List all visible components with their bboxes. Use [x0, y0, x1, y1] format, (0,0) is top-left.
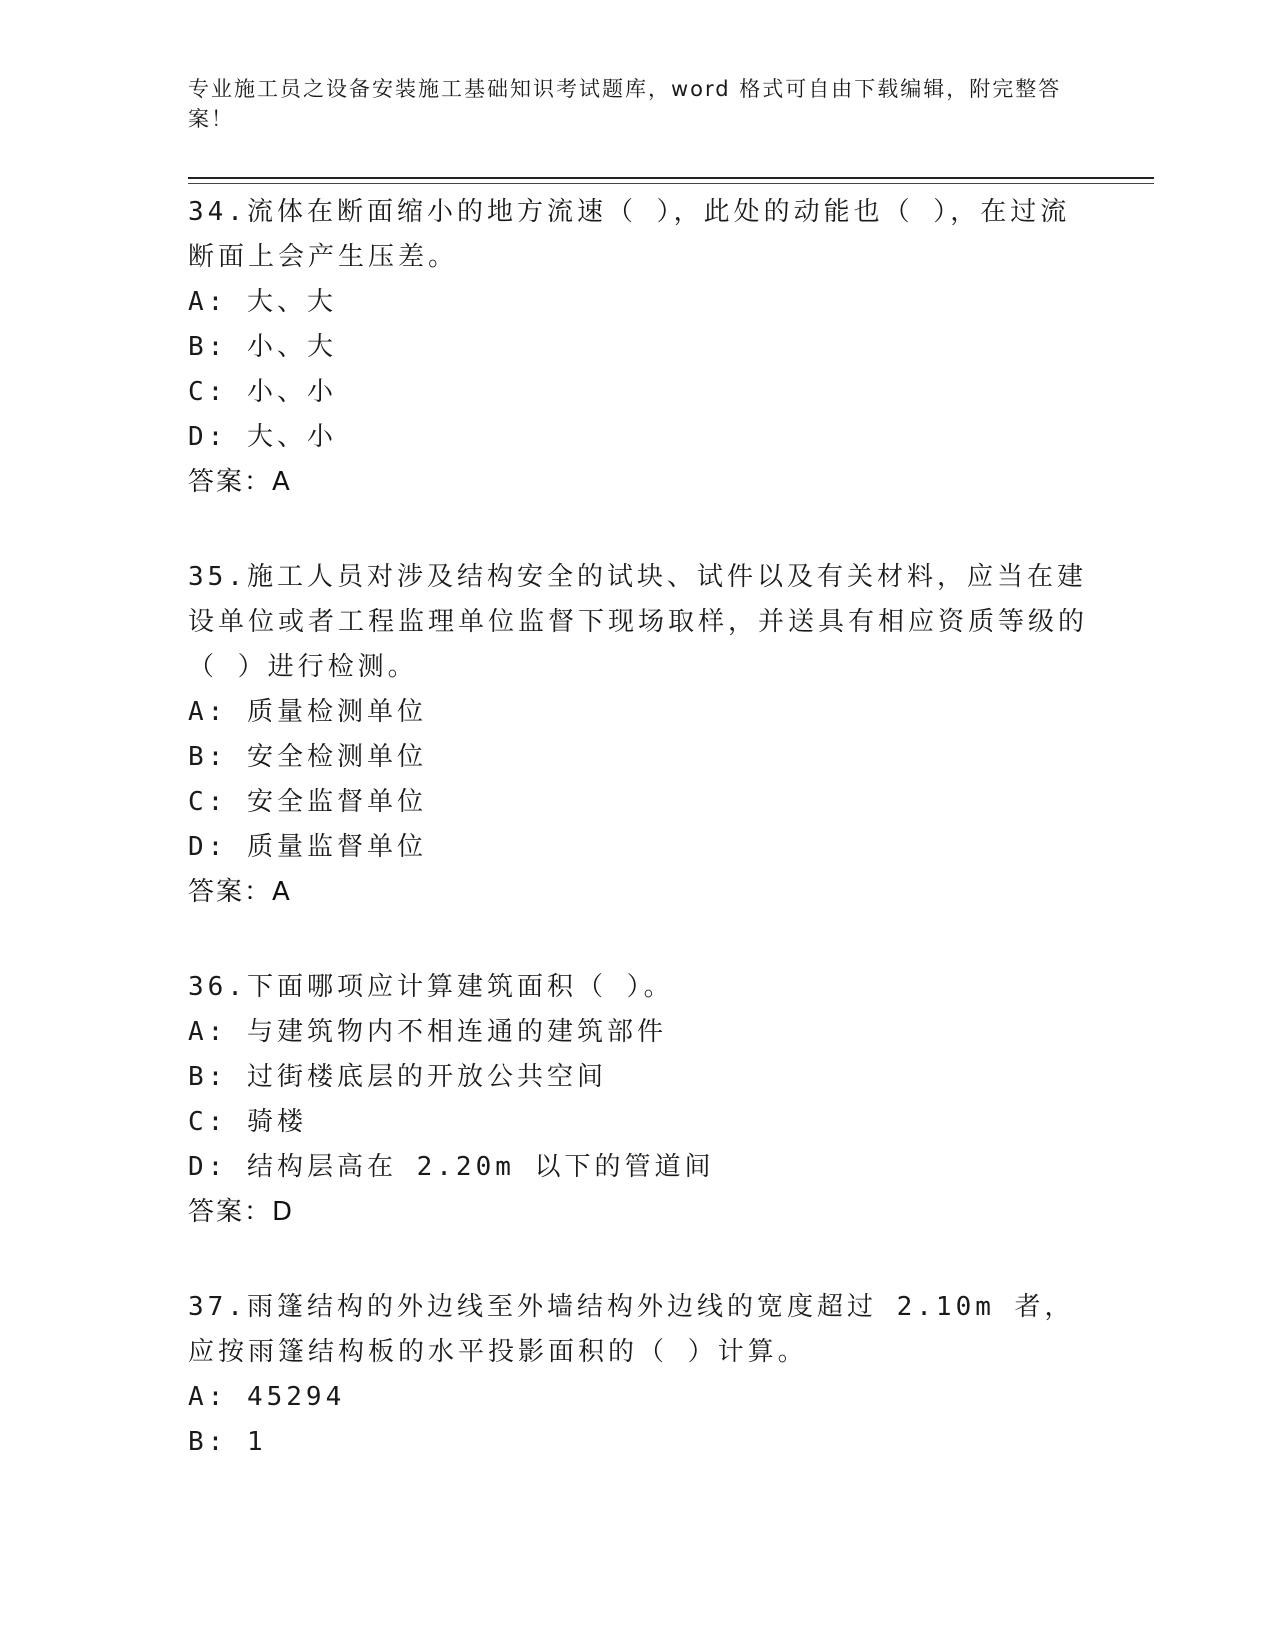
option-b: B: 小、大 — [188, 332, 337, 362]
question-34 — [188, 190, 1088, 505]
question-text: 36.下面哪项应计算建筑面积（ ）。 — [188, 972, 674, 1002]
option-a: A: 45294 — [188, 1382, 346, 1412]
option-b: B: 1 — [188, 1427, 267, 1457]
question-text: 37.雨篷结构的外边线至外墙结构外边线的宽度超过 2.10m 者，应按雨篷结构板的水平投影面积的（ ）计算。 — [188, 1292, 1075, 1367]
question-text: 35.施工人员对涉及结构安全的试块、试件以及有关材料，应当在建设单位或者工程监理单位监督下现场取样，并送具有相应资质等级的（ ）进行检测。 — [188, 562, 1089, 682]
question-37 — [188, 1285, 1088, 1465]
option-a: A: 大、大 — [188, 287, 337, 317]
header-divider-thin — [188, 183, 1154, 184]
option-d: D: 大、小 — [188, 422, 337, 452]
answer-line: 答案：A — [188, 877, 292, 907]
header-divider-thick — [188, 177, 1154, 179]
question-text: 34.流体在断面缩小的地方流速（ ），此处的动能也（ ），在过流断面上会产生压差。 — [188, 197, 1071, 272]
answer-line: 答案：D — [188, 1197, 295, 1227]
question-36 — [188, 965, 1088, 1235]
answer-line: 答案：A — [188, 467, 292, 497]
option-d: D: 结构层高在 2.20m 以下的管道间 — [188, 1152, 715, 1182]
question-list — [188, 190, 1088, 1515]
option-a: A: 质量检测单位 — [188, 697, 427, 727]
option-a: A: 与建筑物内不相连通的建筑部件 — [188, 1017, 667, 1047]
option-b: B: 过街楼底层的开放公共空间 — [188, 1062, 607, 1092]
question-35 — [188, 555, 1088, 915]
option-c: C: 安全监督单位 — [188, 787, 427, 817]
option-c: C: 骑楼 — [188, 1107, 307, 1137]
document-header: 专业施工员之设备安装施工基础知识考试题库，word 格式可自由下载编辑，附完整答案！ — [188, 77, 1062, 131]
option-d: D: 质量监督单位 — [188, 832, 427, 862]
option-b: B: 安全检测单位 — [188, 742, 427, 772]
option-c: C: 小、小 — [188, 377, 337, 407]
